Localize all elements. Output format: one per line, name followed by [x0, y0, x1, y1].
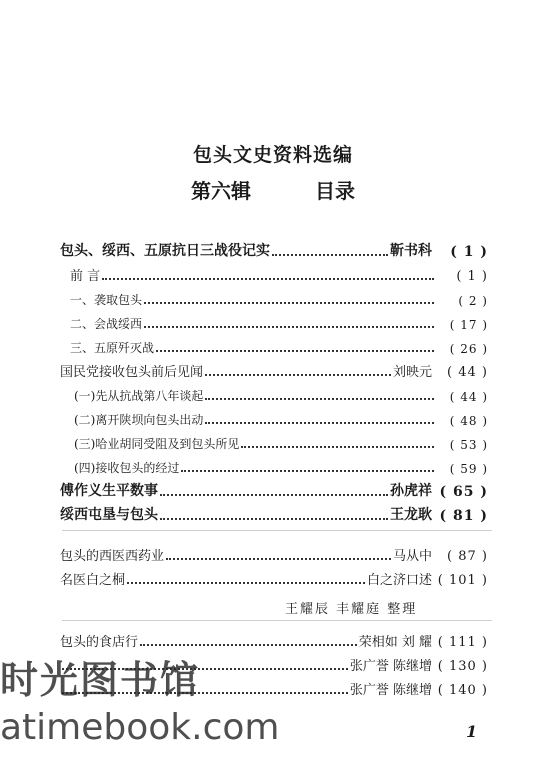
page-number: 1: [466, 722, 478, 741]
toc-entry: [60, 628, 488, 650]
toc-entry-page: ( 26 ): [449, 342, 488, 356]
series-title: 包头文史资料选编: [192, 144, 353, 166]
watermark: [0, 660, 279, 752]
toc-entry-page: ( 111 ): [437, 635, 488, 650]
watermark-line-1: 时光图书馆: [0, 658, 201, 702]
toc-entry-title: 绥西屯垦与包头: [60, 507, 158, 523]
toc-entry: [60, 542, 488, 564]
toc-entry: [74, 430, 488, 452]
toc-entry: [70, 262, 488, 284]
toc-entry-author: 刘映元: [392, 365, 432, 380]
volume-label: 第六辑: [191, 179, 251, 203]
toc-entry: [70, 334, 488, 356]
toc-entry-page: ( 53 ): [449, 438, 488, 452]
toc-entry-page: ( 17 ): [449, 318, 488, 332]
toc-entry: [60, 478, 488, 500]
toc-entry: [74, 382, 488, 404]
toc-entry: [60, 238, 488, 260]
toc-entry-title: 一、袭取包头: [70, 293, 143, 307]
toc-entry: [60, 566, 488, 588]
toc-entry-title: 包头、绥西、五原抗日三战役记实: [60, 243, 270, 259]
volume-heading: [0, 175, 546, 204]
toc-entry-page: ( 140 ): [437, 683, 488, 698]
section-divider: [62, 620, 492, 621]
toc-entry-page: ( 1 ): [450, 244, 488, 260]
toc-entry-page: ( 59 ): [449, 462, 488, 476]
toc-entry: [60, 502, 488, 524]
toc-entry-page: ( 87 ): [447, 549, 488, 564]
toc-entry-author: 白之济口述: [366, 573, 432, 588]
contents-label: 目录: [315, 179, 355, 203]
toc-entry: [70, 310, 488, 332]
toc-entry-title: 名医白之桐: [60, 573, 126, 588]
toc-entry-page: ( 101 ): [437, 573, 488, 588]
toc-entry-page: ( 81 ): [439, 508, 488, 524]
toc-entry-page: ( 44 ): [447, 365, 488, 380]
toc-entry: [60, 358, 488, 380]
toc-entry: [74, 454, 488, 476]
toc-entry-author: 马从中: [392, 549, 432, 564]
toc-entry-author: 王龙耿: [390, 507, 432, 523]
toc-entry-page: ( 65 ): [439, 484, 488, 500]
toc-entry-author: 孙虎祥: [390, 483, 432, 499]
toc-entry-title: (二)离开陕坝向包头出动: [74, 413, 204, 427]
toc-entry-page: ( 130 ): [437, 659, 488, 674]
section-divider: [62, 530, 492, 531]
toc-entry: [70, 286, 488, 308]
toc-entry: [74, 406, 488, 428]
toc-entry-title: 傅作义生平数事: [60, 483, 158, 499]
toc-entry-page: ( 1 ): [456, 269, 488, 284]
toc-entry-title: (三)哈业胡同受阻及到包头所见: [74, 437, 240, 451]
toc-entry-title: 二、会战绥西: [70, 317, 143, 331]
toc-entry-title: 包头的西医西药业: [60, 549, 165, 564]
watermark-line-2: atimebook.com: [0, 707, 280, 748]
toc-entry-author: 张广誉 陈继增: [349, 659, 432, 674]
toc-entry-title: 三、五原歼灭战: [70, 341, 155, 355]
toc-entry-author: 张广誉 陈继增: [349, 683, 432, 698]
editor-credit: 王耀辰 丰耀庭 整理: [285, 602, 418, 617]
toc-entry-title: (四)接收包头的经过: [74, 461, 180, 475]
toc-entry-author: 靳书科: [390, 243, 432, 259]
toc-entry-page: ( 48 ): [449, 414, 488, 428]
toc-entry-page: ( 2 ): [458, 294, 488, 308]
toc-entry-title: 包头的食店行: [60, 635, 139, 650]
toc-entry-title: (一)先从抗战第八年谈起: [74, 389, 204, 403]
toc-entry-title: 国民党接收包头前后见闻: [60, 365, 204, 380]
toc-entry-author: 荣相如 刘 耀: [358, 635, 432, 650]
toc-entry-title: 前 言: [70, 269, 101, 284]
toc-entry-page: ( 44 ): [449, 390, 488, 404]
